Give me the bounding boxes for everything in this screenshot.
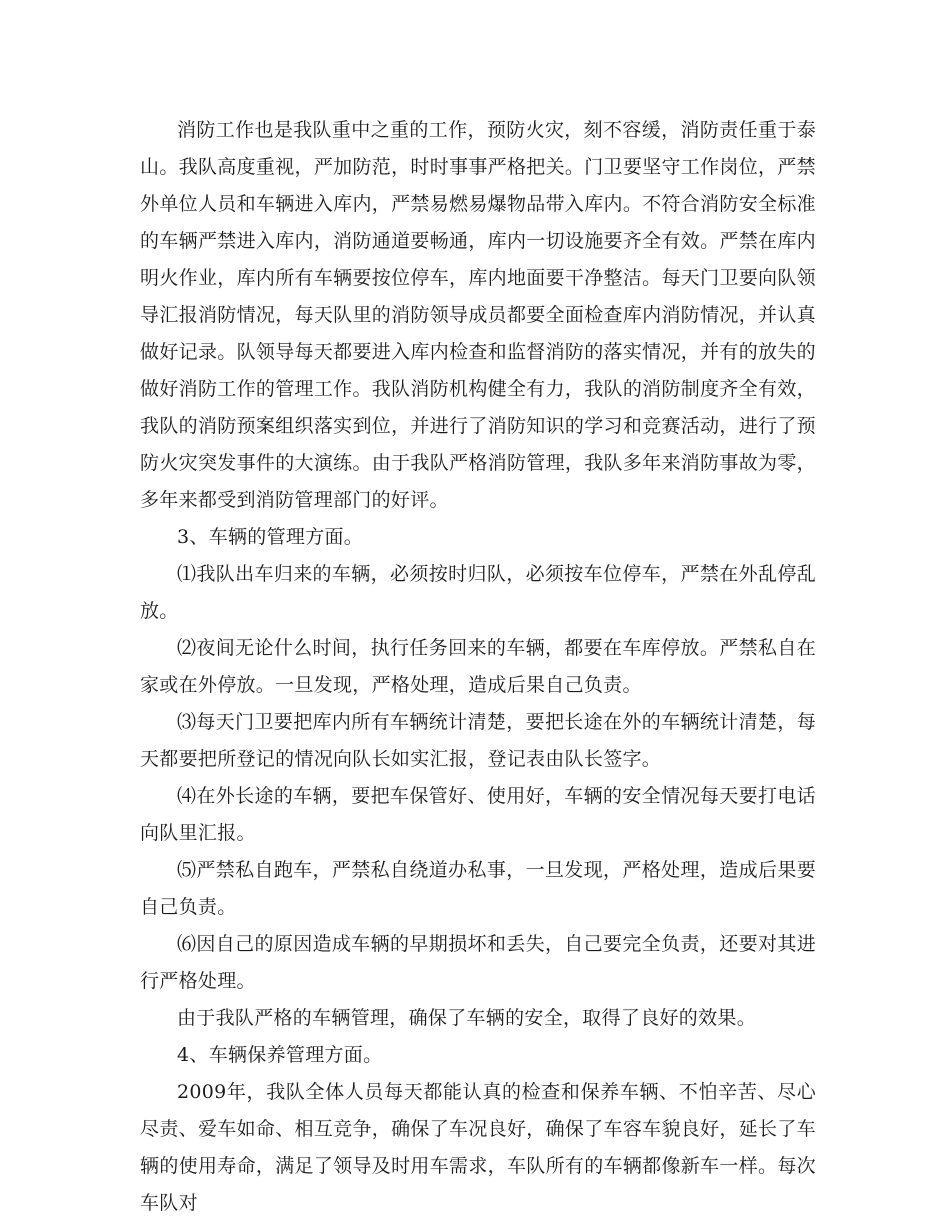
list-item-3: ⑶每天门卫要把库内所有车辆统计清楚，要把长途在外的车辆统计清楚，每天都要把所登记的情况向队长如实汇报，登记表由队长签字。 bbox=[140, 711, 816, 770]
list-item-5: ⑸严禁私自跑车，严禁私自绕道办私事，一旦发现，严格处理，造成后果要自己负责。 bbox=[140, 859, 816, 918]
section-heading-vehicle-management: 3、车辆的管理方面。 bbox=[177, 526, 364, 548]
list-item-6: ⑹因自己的原因造成车辆的早期损坏和丢失，自己要完全负责，还要对其进行严格处理。 bbox=[140, 933, 816, 992]
document-body bbox=[140, 112, 816, 1222]
list-item-1: ⑴我队出车归来的车辆，必须按时归队，必须按车位停车，严禁在外乱停乱放。 bbox=[140, 563, 816, 622]
section-heading-vehicle-maintenance: 4、车辆保养管理方面。 bbox=[177, 1044, 383, 1066]
paragraph-maintenance: 2009年，我队全体人员每天都能认真的检查和保养车辆、不怕辛苦、尽心尽责、爱车如命、相互竞争，确保了车况良好，确保了车容车貌良好，延长了车辆的使用寿命，满足了领导及时用车需求，车队所有的车辆都像新车一样。每次车队对 bbox=[140, 1081, 816, 1214]
list-item-4: ⑷在外长途的车辆，要把车保管好、使用好，车辆的安全情况每天要打电话向队里汇报。 bbox=[140, 785, 816, 844]
list-item-2: ⑵夜间无论什么时间，执行任务回来的车辆，都要在车库停放。严禁私自在家或在外停放。一旦发现，严格处理，造成后果自己负责。 bbox=[140, 637, 816, 696]
paragraph-vehicle-summary: 由于我队严格的车辆管理，确保了车辆的安全，取得了良好的效果。 bbox=[177, 1007, 757, 1029]
paragraph-fire-safety: 消防工作也是我队重中之重的工作，预防火灾，刻不容缓，消防责任重于泰山。我队高度重视，严加防范，时时事事严格把关。门卫要坚守工作岗位，严禁外单位人员和车辆进入库内，严禁易燃易爆物品带入库内。不符合消防安全标准的车辆严禁进入库内，消防通道要畅通，库内一切设施要齐全有效。严禁在库内明火作业，库内所有车辆要按位停车，库内地面要干净整洁。每天门卫要向队领导汇报消防情况，每天队里的消防领导成员都要全面检查库内消防情况，并认真做好记录。队领导每天都要进入库内检查和监督消防的落实情况，并有的放失的做好消防工作的管理工作。我队消防机构健全有力，我队的消防制度齐全有效，我队的消防预案组织落实到位，并进行了消防知识的学习和竞赛活动，进行了预防火灾突发事件的大演练。由于我队严格消防管理，我队多年来消防事故为零，多年来都受到消防管理部门的好评。 bbox=[140, 119, 816, 511]
